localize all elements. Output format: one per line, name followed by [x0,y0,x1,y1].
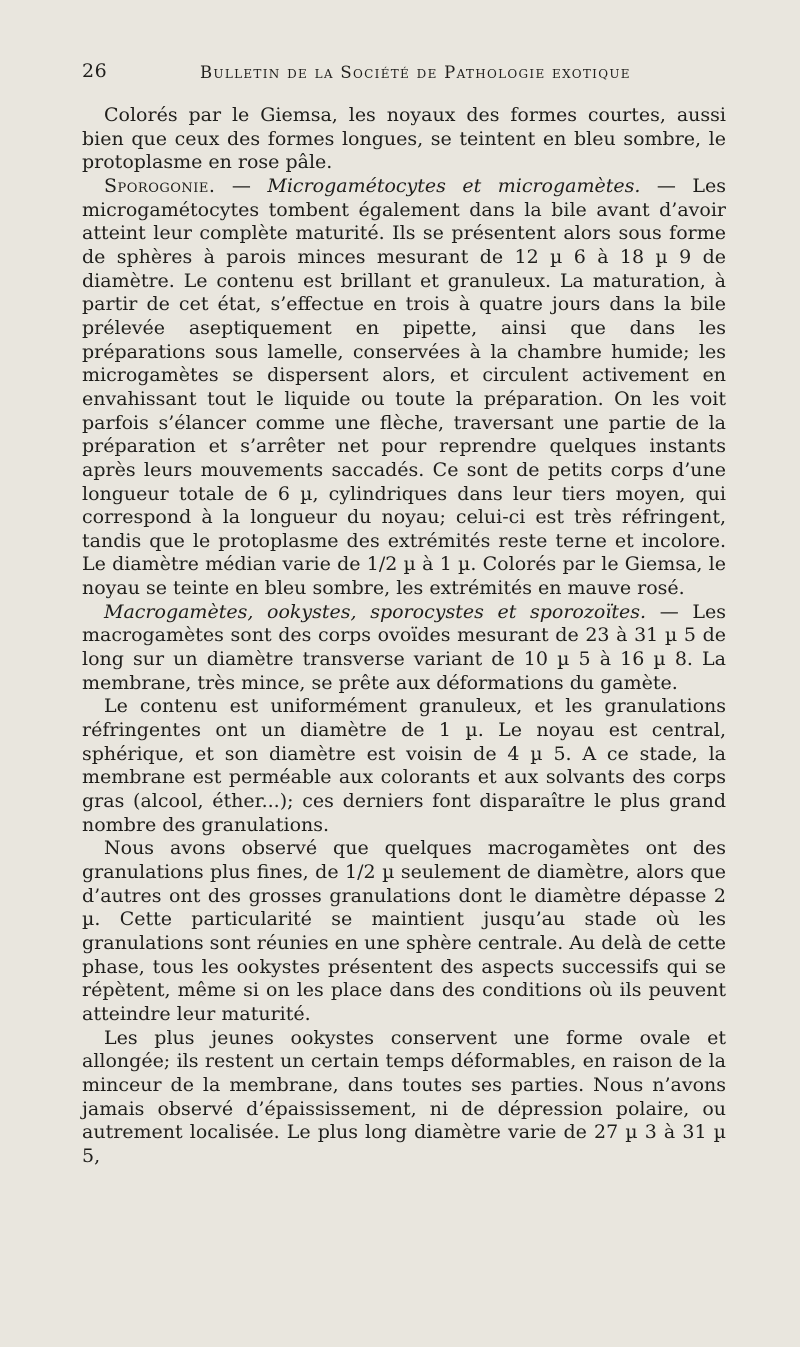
body-text [82,104,726,1169]
paragraph-text: Le contenu est uniformément granuleux, et les granulations réfringentes ont un diamètre de 1 µ. Le noyau est central, sphérique, et son diamètre est voisin de 4 µ 5. A ce stade, la membrane est perméable aux colorants et aux solvants des corps gras (alcool, éther...); ces derniers font disparaître le plus grand nombre des granulations. [82,695,726,836]
page-header [82,60,742,88]
paragraph-text: Nous avons observé que quelques macrogamètes ont des granulations plus fines, de 1/2 µ seulement de diamètre, alors que d’autres ont des grosses granulations dont le diamètre dépasse 2 µ. Cette particularité se maintient jusqu’au stade où les granulations sont réunies en une sphère centrale. Au delà de cette phase, tous les ookystes présentent des aspects successifs qui se répètent, même si on les place dans des conditions où ils peuvent atteindre leur maturité. [82,837,726,1025]
paragraph-jeunes-ookystes [82,1027,726,1169]
paragraph-text: Les plus jeunes ookystes conservent une forme ovale et allongée; ils restent un certain temps déformables, en raison de la minceur de la membrane, dans toutes ses parties. Nous n’avons jamais observé d’épaississement, ni de dépression polaire, ou autrement localisée. Le plus long diamètre varie de 27 µ 3 à 31 µ 5, [82,1026,726,1167]
paragraph-text: Colorés par le Giemsa, les noyaux des formes courtes, aussi bien que ceux des formes longues, se teintent en bleu sombre, le protoplasme en rose pâle. [82,104,726,174]
section-lead: Sporogonie. [104,174,216,197]
paragraph-granulations [82,837,726,1026]
paragraph-text: Les macrogamètes sont des corps ovoïdes mesurant de 23 à 31 µ 5 de long sur un diamètre transverse variant de 10 µ 5 à 16 µ 8. La membrane, très mince, se prête aux déformations du gamète. [82,600,726,694]
section-heading: Macrogamètes, ookystes, sporocystes et sporozoïtes. [104,600,647,623]
running-title: Bulletin de la Société de Pathologie exotique [200,63,631,82]
paragraph-sporogonie: Sporogonie. — Microgamétocytes et microgamètes. — Les microgamétocytes tombent également dans la bile avant d’avoir atteint leur complète maturité. Ils se présentent alors sous forme de sphères à parois minces mesurant de 12 µ 6 à 18 µ 9 de diamètre. Le contenu est brillant et granuleux. La maturation, à partir de cet état, s’effectue en trois à quatre jours dans la bile prélevée aseptiquement en pipette, ainsi que dans les préparations sous lamelle, conservées à la chambre humide; les microgamètes se dispersent alors, et circulent activement en envahissant tout le liquide ou toute la préparation. On les voit parfois s’élancer comme une flèche, traversant une partie de la préparation et s’arrêter net pour reprendre quelques instants après leurs mouvements saccadés. Ce sont de petits corps d’une longueur totale de 6 µ, cylindriques dans leur tiers moyen, qui correspond à la longueur du noyau; celui-ci est très réfringent, tandis que le protoplasme des extrémités reste terne et incolore. Le diamètre médian varie de 1/2 µ à 1 µ. Colorés par le Giemsa, le noyau se teinte en bleu sombre, les extrémités en mauve rosé. [82,174,726,600]
paragraph-text: Les microgamétocytes tombent également dans la bile avant d’avoir atteint leur complète maturité. Ils se présentent alors sous forme de sphères à parois minces mesurant de 12 µ 6 à 18 µ 9 de diamètre. Le contenu est brillant et granuleux. La maturation, à partir de cet état, s’effectue en trois à quatre jours dans la bile prélevée aseptiquement en pipette, ainsi que dans les préparations sous lamelle, conservées à la chambre humide; les microgamètes se dispersent alors, et circulent activement en envahissant tout le liquide ou toute la préparation. On les voit parfois s’élancer comme une flèche, traversant une partie de la préparation et s’arrêter net pour reprendre quelques instants après leurs mouvements saccadés. Ce sont de petits corps d’une longueur totale de 6 µ, cylindriques dans leur tiers moyen, qui correspond à la longueur du noyau; celui-ci est très réfringent, tandis que le protoplasme des extrémités reste terne et incolore. Le diamètre médian varie de 1/2 µ à 1 µ. Colorés par le Giemsa, le noyau se teinte en bleu sombre, les extrémités en mauve rosé. [82,174,726,600]
paragraph-giemsa-staining [82,104,726,175]
paragraph-contenu [82,695,726,837]
paragraph-macrogametes: Macrogamètes, ookystes, sporocystes et sporozoïtes. — Les macrogamètes sont des corps ovoïdes mesurant de 23 à 31 µ 5 de long sur un diamètre transverse variant de 10 µ 5 à 16 µ 8. La membrane, très mince, se prête aux déformations du gamète. [82,600,726,694]
page-number: 26 [82,60,108,82]
section-heading: Microgamétocytes et microgamètes. [267,174,641,197]
